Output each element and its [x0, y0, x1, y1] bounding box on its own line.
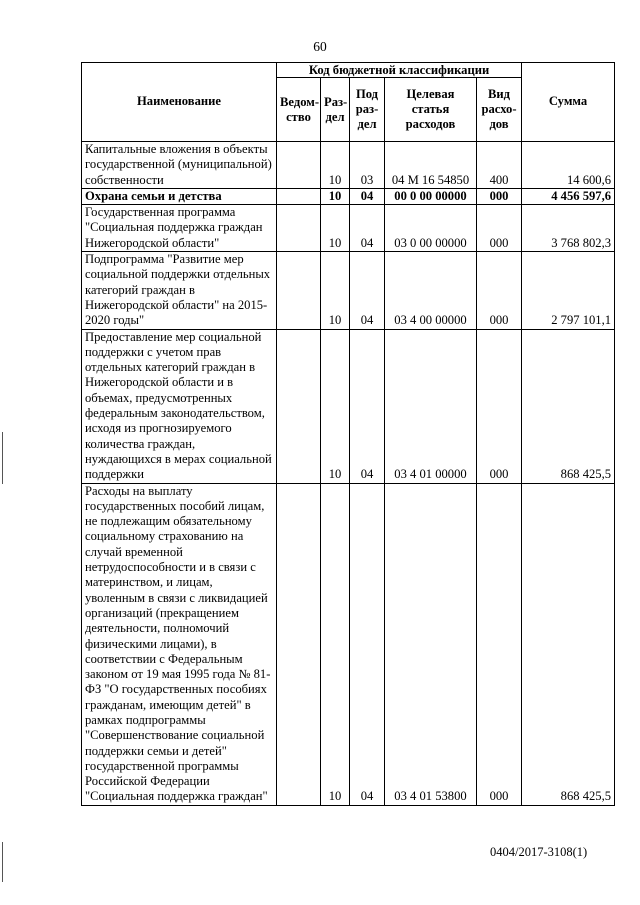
row-amount: 2 797 101,1	[522, 252, 615, 329]
row-vid: 000	[477, 483, 522, 805]
row-amount: 868 425,5	[522, 483, 615, 805]
row-celevaya: 00 0 00 00000	[385, 188, 477, 204]
header-celevaya-statya: Целевая статья расходов	[385, 78, 477, 142]
row-razdel: 10	[321, 329, 350, 483]
row-amount: 14 600,6	[522, 142, 615, 189]
header-vid-raskhodov: Вид расхо- дов	[477, 78, 522, 142]
page-number: 60	[313, 39, 327, 54]
row-razdel: 10	[321, 205, 350, 252]
row-amount: 868 425,5	[522, 329, 615, 483]
document-code: 0404/2017-3108(1)	[490, 845, 588, 859]
row-vedomstvo	[277, 483, 321, 805]
row-razdel: 10	[321, 142, 350, 189]
row-celevaya: 03 4 01 00000	[385, 329, 477, 483]
table-row	[82, 329, 615, 483]
row-vedomstvo	[277, 188, 321, 204]
row-razdel: 10	[321, 483, 350, 805]
row-podrazdel: 04	[350, 252, 385, 329]
row-podrazdel: 04	[350, 205, 385, 252]
header-amount: Сумма	[522, 63, 615, 142]
row-name: Предоставление мер социальной поддержки с учетом прав отдельных категорий граждан в Нижегородской области и в объемах, предусмотренных федеральным законодательством, исходя из прогнозируемого количества граждан, нуждающихся в мерах социальной поддержки	[82, 329, 277, 483]
table-row	[82, 252, 615, 329]
row-amount: 4 456 597,6	[522, 188, 615, 204]
row-podrazdel: 04	[350, 483, 385, 805]
header-classification-group: Код бюджетной классификации	[277, 63, 522, 78]
table-row	[82, 483, 615, 805]
table-row	[82, 188, 615, 204]
table-row	[82, 205, 615, 252]
row-podrazdel: 04	[350, 188, 385, 204]
row-celevaya: 03 4 01 53800	[385, 483, 477, 805]
row-podrazdel: 04	[350, 329, 385, 483]
row-vid: 000	[477, 205, 522, 252]
row-razdel: 10	[321, 252, 350, 329]
row-name: Охрана семьи и детства	[82, 188, 277, 204]
row-vedomstvo	[277, 252, 321, 329]
row-vid: 000	[477, 329, 522, 483]
row-celevaya: 04 М 16 54850	[385, 142, 477, 189]
row-amount: 3 768 802,3	[522, 205, 615, 252]
row-vedomstvo	[277, 142, 321, 189]
row-name: Государственная программа "Социальная поддержка граждан Нижегородской области"	[82, 205, 277, 252]
row-podrazdel: 03	[350, 142, 385, 189]
row-celevaya: 03 0 00 00000	[385, 205, 477, 252]
row-vedomstvo	[277, 329, 321, 483]
row-vid: 400	[477, 142, 522, 189]
row-name: Расходы на выплату государственных пособий лицам, не подлежащим обязательному социальному страхованию на случай временной нетрудоспособности и в связи с материнством, и лицам, уволенным в связи с ликвидацией организаций (прекращением деятельности, полномочий физическими лицами), в соответствии с Федеральным законом от 19 мая 1995 года № 81-ФЗ "О государственных пособиях гражданам, имеющим детей" в рамках подпрограммы "Совершенствование социальной поддержки семьи и детей" государственной программы Российской Федерации "Социальная поддержка граждан"	[82, 483, 277, 805]
row-vid: 000	[477, 188, 522, 204]
row-razdel: 10	[321, 188, 350, 204]
header-vedomstvo: Ведом- ство	[277, 78, 321, 142]
header-name: Наименование	[82, 63, 277, 142]
row-vid: 000	[477, 252, 522, 329]
row-vedomstvo	[277, 205, 321, 252]
table-row	[82, 142, 615, 189]
row-name: Подпрограмма "Развитие мер социальной поддержки отдельных категорий граждан в Нижегородской области" на 2015-2020 годы"	[82, 252, 277, 329]
budget-table	[81, 62, 615, 806]
header-podrazdel: Под раз- дел	[350, 78, 385, 142]
scan-edge-mark	[2, 842, 3, 882]
row-name: Капитальные вложения в объекты государственной (муниципальной) собственности	[82, 142, 277, 189]
scan-edge-mark	[2, 432, 3, 484]
row-celevaya: 03 4 00 00000	[385, 252, 477, 329]
header-razdel: Раз- дел	[321, 78, 350, 142]
